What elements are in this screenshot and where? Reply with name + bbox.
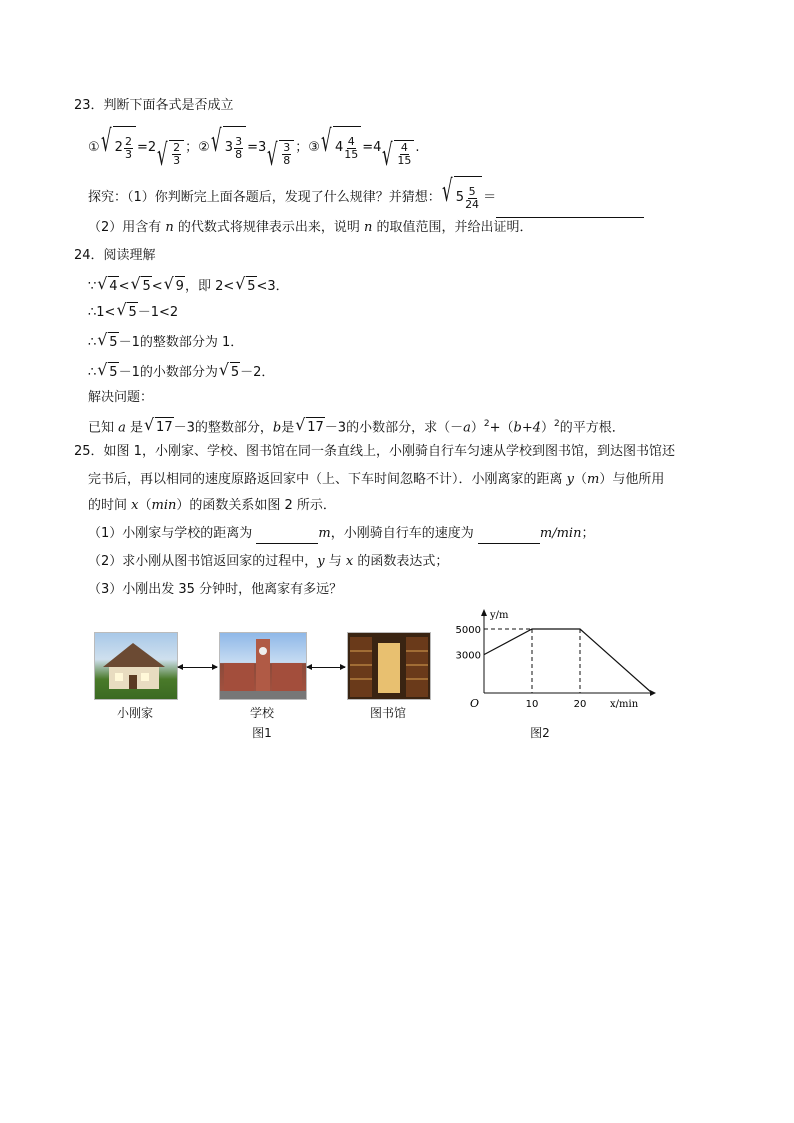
unit-m: m — [318, 526, 331, 541]
whole: 2 — [114, 140, 123, 155]
x-tick-label: 10 — [525, 699, 539, 710]
text: 与他所用 — [612, 472, 665, 487]
var-a: a — [463, 420, 471, 436]
text: 的取值范围，并给出证明． — [372, 220, 533, 235]
text: 1< — [96, 305, 116, 320]
text: （ — [574, 472, 588, 487]
text: 的函数关系如图 2 所示． — [189, 498, 336, 513]
y-axis-arrow — [481, 609, 487, 616]
less-than: < — [151, 279, 163, 294]
house-icon — [95, 633, 177, 699]
period: . — [415, 140, 420, 155]
library-image — [347, 632, 431, 700]
separator: ； — [185, 140, 199, 155]
equals: = — [136, 140, 148, 155]
radical-17: √ 17 — [144, 417, 174, 438]
text: 的整数部分， — [194, 420, 273, 436]
figure-1-caption: 图1 — [252, 726, 272, 740]
equals: ＝ — [483, 190, 497, 205]
text: （1）小刚家与学校的距离为 — [88, 526, 257, 541]
var-x: x — [131, 498, 139, 513]
q25-line1: 25．如图 1，小刚家、学校、图书馆在同一条直线上，小刚骑自行车匀速从学校到图书馆，到达图书馆还 — [74, 444, 675, 459]
numerator: 5 — [468, 184, 476, 198]
text: －1 — [118, 335, 140, 350]
therefore-symbol: ∴ — [88, 365, 97, 380]
y-tick-label: 5000 — [455, 625, 481, 636]
x-axis-label: x/min — [610, 699, 639, 710]
because-symbol: ∵ — [88, 279, 97, 294]
text: 完书后，再以相同的速度原路返回家中（上、下车时间忽略不计）．小刚离家的距离 — [88, 472, 567, 487]
denominator: 3 — [173, 154, 181, 167]
radical-5: √ 5 — [219, 362, 240, 383]
q25-line2 — [88, 470, 664, 490]
denominator: 8 — [283, 154, 291, 167]
distance-time-chart — [455, 604, 660, 714]
q24-line3 — [88, 332, 243, 353]
whole: 4 — [334, 140, 344, 155]
text: （2）用含有 — [88, 220, 166, 235]
text: －1 — [118, 365, 140, 380]
expr-b-plus-4: b+4 — [513, 420, 541, 436]
equals: = — [247, 140, 258, 155]
whole: 3 — [224, 140, 234, 155]
q23-part2 — [88, 218, 533, 238]
radical-expr-3-left: √ 4 $\frac{4}{15}$ — [321, 126, 361, 168]
bookshelf-icon — [348, 633, 430, 699]
label-home: 小刚家 — [116, 706, 153, 720]
radical-expr-1-left: √ 2 $\frac{2}{3}$ — [101, 126, 136, 168]
separator: ； — [295, 140, 309, 155]
school-image — [219, 632, 307, 700]
text: （ — [138, 498, 152, 513]
radical-5: √ 5 — [97, 332, 118, 353]
numerator: 2 — [173, 141, 181, 154]
radical-17: √ 17 — [295, 417, 325, 438]
double-arrow-icon — [178, 667, 217, 668]
label-library: 图书馆 — [369, 706, 406, 720]
numerator: 4 — [400, 141, 408, 154]
var-y: y — [566, 472, 574, 487]
numerator: 4 — [347, 134, 355, 148]
q25-part1 — [88, 524, 594, 544]
denominator: 15 — [397, 154, 412, 167]
circle-1: ① — [88, 140, 100, 155]
coefficient: 2 — [147, 140, 157, 155]
text: －3 — [324, 420, 347, 436]
unit-m-per-min: m/min — [539, 526, 582, 541]
q25-part3: （3）小刚出发 35 分钟时，他离家有多远？ — [88, 582, 343, 597]
y-axis-label: y/m — [490, 610, 509, 621]
therefore-symbol: ∴ — [88, 335, 97, 350]
numerator: 2 — [124, 134, 132, 148]
text: ） — [470, 420, 484, 436]
text: <2 — [159, 305, 179, 320]
x-axis-arrow — [650, 690, 656, 696]
unit-min: min — [151, 498, 177, 513]
text: －3 — [173, 420, 195, 436]
text: 的小数部分为 — [139, 365, 218, 380]
label-school: 学校 — [249, 706, 274, 720]
exponent: 2 — [483, 419, 490, 429]
q23-title: 23．判断下面各式是否成立 — [74, 98, 234, 113]
text: 的整数部分为 1． — [139, 335, 244, 350]
q24-line1 — [88, 276, 289, 297]
denominator: 8 — [235, 147, 243, 161]
distance-line — [484, 629, 652, 693]
text: －1 — [137, 305, 160, 320]
q23-expressions — [88, 124, 420, 173]
less-than: < — [118, 279, 130, 294]
circle-3: ③ — [308, 140, 320, 155]
radical-5: √ 5 — [235, 276, 256, 297]
numerator: 3 — [235, 134, 243, 148]
radical-expr-2-left: √ 3 $\frac{3}{8}$ — [211, 126, 246, 168]
text: （2）求小刚从图书馆返回家的过程中， — [88, 554, 318, 569]
answer-blank-speed[interactable] — [478, 527, 540, 544]
var-n: n — [364, 220, 373, 235]
numerator: 3 — [283, 141, 291, 154]
coefficient: 3 — [257, 140, 267, 155]
text: 的时间 — [88, 498, 132, 513]
origin-label: O — [470, 697, 480, 710]
figure-2-caption: 图2 — [530, 726, 550, 740]
text: 的平方根． — [559, 420, 625, 436]
text: +（ — [489, 420, 514, 436]
q24-solve: 解决问题： — [88, 390, 154, 405]
text: ） — [541, 420, 555, 436]
whole: 5 — [455, 190, 465, 205]
school-building-icon — [220, 633, 306, 699]
var-x: x — [345, 554, 354, 569]
text: ，小刚骑自行车的速度为 — [330, 526, 478, 541]
answer-blank-distance[interactable] — [256, 527, 318, 544]
denominator: 3 — [124, 147, 132, 161]
exponent: 2 — [554, 419, 560, 429]
text: ） — [176, 498, 190, 513]
text: ； — [581, 526, 595, 541]
radical-expr-2-right: √ $\frac{3}{8}$ — [267, 140, 294, 167]
q24-title: 24．阅读理解 — [74, 248, 156, 263]
text: <3． — [256, 279, 289, 294]
text: 已知 — [88, 420, 119, 436]
radical-5: √ 5 — [130, 276, 151, 297]
text: 与 — [324, 554, 346, 569]
double-arrow-icon — [307, 667, 345, 668]
text: 的小数部分，求（－ — [346, 420, 464, 436]
therefore-symbol: ∴ — [88, 305, 97, 320]
x-tick-label: 20 — [573, 699, 587, 710]
radical-5: √ 5 — [97, 362, 118, 383]
text: ，即 2< — [184, 279, 235, 294]
equals: = — [362, 140, 374, 155]
denominator: 24 — [465, 197, 480, 211]
radical-5: √ 5 — [116, 302, 137, 323]
q24-line4 — [88, 362, 274, 383]
radical-4: √ 4 — [97, 276, 118, 297]
radical-9: √ 9 — [164, 276, 185, 297]
text: 的代数式将规律表示出来，说明 — [173, 220, 365, 235]
var-n: n — [165, 220, 174, 235]
unit-m: m — [587, 472, 600, 487]
var-y: y — [317, 554, 325, 569]
radical-expr-1-right: √ $\frac{2}{3}$ — [157, 140, 184, 167]
radical-expr-3-right: √ $\frac{4}{15}$ — [382, 140, 414, 167]
radical-guess: √ 5 $\frac{5}{24}$ — [442, 176, 482, 218]
q25-part2 — [88, 552, 448, 572]
q24-problem — [88, 414, 625, 438]
answer-blank[interactable] — [496, 195, 644, 218]
text: 是 — [125, 420, 144, 436]
explore-text: 探究：（1）你判断完上面各题后，发现了什么规律？并猜想： — [88, 190, 441, 205]
text: ） — [599, 472, 613, 487]
q25-line3 — [88, 496, 336, 516]
q23-explore — [88, 176, 644, 216]
text: 的函数表达式； — [353, 554, 449, 569]
q24-line2 — [88, 302, 178, 323]
var-b: b — [272, 420, 282, 436]
house-image — [94, 632, 178, 700]
denominator: 15 — [344, 147, 359, 161]
coefficient: 4 — [373, 140, 382, 155]
y-tick-label: 3000 — [455, 650, 481, 662]
var-a: a — [118, 420, 126, 436]
circle-2: ② — [198, 140, 210, 155]
text: 是 — [281, 420, 295, 436]
text: －2． — [240, 365, 275, 380]
